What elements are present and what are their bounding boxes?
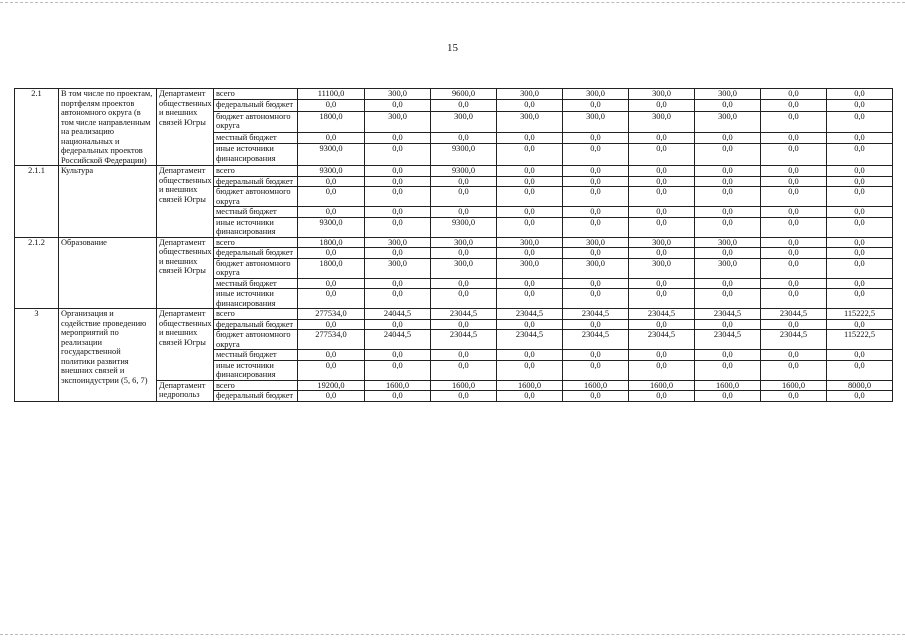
amount-cell: 0,0: [629, 248, 695, 259]
amount-cell: 0,0: [827, 133, 893, 144]
amount-cell: 0,0: [431, 248, 497, 259]
amount-cell: 0,0: [365, 350, 431, 361]
amount-cell: 0,0: [365, 360, 431, 380]
amount-cell: 1600,0: [431, 380, 497, 391]
amount-cell: 300,0: [431, 258, 497, 278]
amount-cell: 0,0: [365, 391, 431, 402]
amount-cell: 0,0: [761, 350, 827, 361]
amount-cell: 0,0: [827, 89, 893, 100]
amount-cell: 300,0: [563, 111, 629, 133]
funding-source: федеральный бюджет: [214, 319, 298, 330]
amount-cell: 0,0: [761, 360, 827, 380]
amount-cell: 0,0: [563, 166, 629, 177]
amount-cell: 0,0: [298, 278, 365, 289]
amount-cell: 300,0: [497, 258, 563, 278]
amount-cell: 0,0: [431, 350, 497, 361]
amount-cell: 23044,5: [563, 330, 629, 350]
amount-cell: 0,0: [695, 289, 761, 309]
executor: Департамент общественных и внешних связей Югры: [157, 309, 214, 381]
amount-cell: 0,0: [695, 248, 761, 259]
amount-cell: 0,0: [431, 360, 497, 380]
amount-cell: 0,0: [695, 391, 761, 402]
funding-source: иные источники финансирования: [214, 144, 298, 166]
amount-cell: 0,0: [298, 100, 365, 111]
funding-source: иные источники финансирования: [214, 360, 298, 380]
amount-cell: 0,0: [629, 350, 695, 361]
amount-cell: 0,0: [827, 319, 893, 330]
amount-cell: 0,0: [563, 176, 629, 187]
table-row: [15, 309, 893, 320]
amount-cell: 0,0: [431, 100, 497, 111]
amount-cell: 0,0: [497, 278, 563, 289]
amount-cell: 0,0: [563, 360, 629, 380]
amount-cell: 0,0: [827, 207, 893, 218]
amount-cell: 0,0: [761, 248, 827, 259]
amount-cell: 1800,0: [298, 111, 365, 133]
funding-source: всего: [214, 309, 298, 320]
funding-source: иные источники финансирования: [214, 217, 298, 237]
amount-cell: 0,0: [298, 360, 365, 380]
amount-cell: 300,0: [563, 258, 629, 278]
amount-cell: 0,0: [761, 207, 827, 218]
amount-cell: 0,0: [827, 176, 893, 187]
amount-cell: 300,0: [497, 89, 563, 100]
top-scan-edge: [0, 2, 905, 3]
amount-cell: 1600,0: [365, 380, 431, 391]
amount-cell: 0,0: [365, 144, 431, 166]
amount-cell: 0,0: [365, 248, 431, 259]
amount-cell: 1800,0: [298, 237, 365, 248]
amount-cell: 9300,0: [298, 217, 365, 237]
funding-source: местный бюджет: [214, 207, 298, 218]
amount-cell: 0,0: [497, 133, 563, 144]
amount-cell: 0,0: [761, 133, 827, 144]
amount-cell: 0,0: [827, 258, 893, 278]
amount-cell: 277534,0: [298, 309, 365, 320]
amount-cell: 0,0: [563, 391, 629, 402]
amount-cell: 0,0: [827, 166, 893, 177]
amount-cell: 0,0: [298, 391, 365, 402]
funding-source: местный бюджет: [214, 133, 298, 144]
budget-table: [14, 88, 893, 402]
amount-cell: 0,0: [695, 187, 761, 207]
amount-cell: 0,0: [761, 391, 827, 402]
measure-name: Культура: [59, 166, 157, 238]
amount-cell: 0,0: [497, 248, 563, 259]
amount-cell: 0,0: [298, 248, 365, 259]
amount-cell: 23044,5: [695, 330, 761, 350]
amount-cell: 300,0: [431, 111, 497, 133]
funding-source: всего: [214, 237, 298, 248]
amount-cell: 0,0: [629, 319, 695, 330]
amount-cell: 0,0: [827, 350, 893, 361]
amount-cell: 0,0: [629, 144, 695, 166]
amount-cell: 0,0: [365, 278, 431, 289]
amount-cell: 0,0: [629, 176, 695, 187]
amount-cell: 0,0: [365, 176, 431, 187]
measure-name: В том числе по проектам, портфелям проектов автономного округа (в том числе направленным на реализацию национальных и федеральных проектов Российской Федерации): [59, 89, 157, 166]
amount-cell: 0,0: [563, 278, 629, 289]
amount-cell: 0,0: [827, 187, 893, 207]
amount-cell: 0,0: [431, 187, 497, 207]
executor: Департамент общественных и внешних связей Югры: [157, 237, 214, 309]
amount-cell: 300,0: [497, 237, 563, 248]
amount-cell: 0,0: [431, 176, 497, 187]
amount-cell: 0,0: [497, 289, 563, 309]
funding-source: федеральный бюджет: [214, 100, 298, 111]
row-code: 3: [15, 309, 59, 402]
funding-source: бюджет автономного округа: [214, 111, 298, 133]
amount-cell: 300,0: [629, 111, 695, 133]
amount-cell: 24044,5: [365, 330, 431, 350]
amount-cell: 0,0: [298, 319, 365, 330]
amount-cell: 0,0: [298, 350, 365, 361]
amount-cell: 1600,0: [761, 380, 827, 391]
amount-cell: 0,0: [761, 89, 827, 100]
funding-source: бюджет автономного округа: [214, 258, 298, 278]
amount-cell: 300,0: [365, 111, 431, 133]
amount-cell: 0,0: [761, 176, 827, 187]
amount-cell: 0,0: [365, 319, 431, 330]
amount-cell: 0,0: [629, 289, 695, 309]
amount-cell: 300,0: [365, 89, 431, 100]
funding-source: местный бюджет: [214, 350, 298, 361]
amount-cell: 0,0: [431, 278, 497, 289]
amount-cell: 9600,0: [431, 89, 497, 100]
funding-source: бюджет автономного округа: [214, 187, 298, 207]
amount-cell: 0,0: [629, 217, 695, 237]
amount-cell: 0,0: [695, 133, 761, 144]
amount-cell: 0,0: [365, 217, 431, 237]
amount-cell: 0,0: [629, 360, 695, 380]
amount-cell: 0,0: [695, 176, 761, 187]
amount-cell: 0,0: [497, 217, 563, 237]
funding-source: федеральный бюджет: [214, 248, 298, 259]
amount-cell: 0,0: [365, 207, 431, 218]
amount-cell: 9300,0: [298, 166, 365, 177]
amount-cell: 19200,0: [298, 380, 365, 391]
amount-cell: 0,0: [827, 278, 893, 289]
amount-cell: 300,0: [365, 237, 431, 248]
amount-cell: 0,0: [431, 289, 497, 309]
amount-cell: 0,0: [827, 248, 893, 259]
amount-cell: 1600,0: [629, 380, 695, 391]
amount-cell: 1600,0: [497, 380, 563, 391]
amount-cell: 0,0: [497, 187, 563, 207]
amount-cell: 0,0: [761, 144, 827, 166]
amount-cell: 0,0: [497, 207, 563, 218]
page-number: 15: [447, 42, 458, 54]
amount-cell: 0,0: [629, 133, 695, 144]
amount-cell: 0,0: [497, 166, 563, 177]
measure-name: Образование: [59, 237, 157, 309]
amount-cell: 0,0: [827, 111, 893, 133]
amount-cell: 23044,5: [431, 309, 497, 320]
amount-cell: 0,0: [298, 187, 365, 207]
amount-cell: 23044,5: [695, 309, 761, 320]
amount-cell: 0,0: [695, 166, 761, 177]
amount-cell: 0,0: [629, 391, 695, 402]
amount-cell: 0,0: [629, 187, 695, 207]
bottom-scan-edge: [0, 634, 905, 635]
amount-cell: 23044,5: [761, 309, 827, 320]
amount-cell: 0,0: [298, 207, 365, 218]
amount-cell: 0,0: [563, 207, 629, 218]
amount-cell: 0,0: [298, 133, 365, 144]
amount-cell: 0,0: [365, 100, 431, 111]
amount-cell: 0,0: [827, 360, 893, 380]
amount-cell: 0,0: [827, 289, 893, 309]
amount-cell: 24044,5: [365, 309, 431, 320]
amount-cell: 0,0: [563, 289, 629, 309]
amount-cell: 0,0: [497, 391, 563, 402]
table-row: [15, 166, 893, 177]
amount-cell: 0,0: [629, 278, 695, 289]
amount-cell: 1600,0: [563, 380, 629, 391]
amount-cell: 277534,0: [298, 330, 365, 350]
executor: Департамент общественных и внешних связей Югры: [157, 166, 214, 238]
amount-cell: 115222,5: [827, 330, 893, 350]
amount-cell: 300,0: [563, 89, 629, 100]
amount-cell: 0,0: [761, 278, 827, 289]
amount-cell: 0,0: [761, 289, 827, 309]
amount-cell: 300,0: [563, 237, 629, 248]
amount-cell: 0,0: [298, 176, 365, 187]
amount-cell: 300,0: [365, 258, 431, 278]
row-code: 2.1: [15, 89, 59, 166]
funding-source: всего: [214, 89, 298, 100]
table-row: [15, 237, 893, 248]
amount-cell: 0,0: [761, 187, 827, 207]
amount-cell: 0,0: [695, 207, 761, 218]
executor: Департамент общественных и внешних связей Югры: [157, 89, 214, 166]
amount-cell: 0,0: [827, 237, 893, 248]
amount-cell: 300,0: [497, 111, 563, 133]
amount-cell: 1800,0: [298, 258, 365, 278]
amount-cell: 0,0: [827, 391, 893, 402]
row-code: 2.1.2: [15, 237, 59, 309]
amount-cell: 0,0: [563, 350, 629, 361]
funding-source: федеральный бюджет: [214, 176, 298, 187]
amount-cell: 0,0: [365, 187, 431, 207]
amount-cell: 0,0: [761, 258, 827, 278]
amount-cell: 0,0: [497, 360, 563, 380]
amount-cell: 0,0: [497, 100, 563, 111]
funding-source: всего: [214, 166, 298, 177]
table-row: [15, 89, 893, 100]
amount-cell: 0,0: [563, 319, 629, 330]
amount-cell: 0,0: [431, 207, 497, 218]
amount-cell: 0,0: [827, 100, 893, 111]
amount-cell: 0,0: [563, 100, 629, 111]
amount-cell: 0,0: [761, 237, 827, 248]
measure-name: Организация и содействие проведению мероприятий по реализации государственной политики развития внешних связей и экспоиндустрии (5, 6, 7): [59, 309, 157, 402]
amount-cell: 0,0: [695, 144, 761, 166]
amount-cell: 0,0: [365, 166, 431, 177]
amount-cell: 0,0: [695, 100, 761, 111]
funding-source: федеральный бюджет: [214, 391, 298, 402]
amount-cell: 300,0: [629, 258, 695, 278]
amount-cell: 11100,0: [298, 89, 365, 100]
amount-cell: 0,0: [761, 319, 827, 330]
amount-cell: 0,0: [827, 144, 893, 166]
amount-cell: 300,0: [431, 237, 497, 248]
amount-cell: 0,0: [695, 360, 761, 380]
amount-cell: 300,0: [695, 237, 761, 248]
amount-cell: 0,0: [563, 144, 629, 166]
amount-cell: 0,0: [298, 289, 365, 309]
amount-cell: 23044,5: [761, 330, 827, 350]
amount-cell: 0,0: [563, 133, 629, 144]
amount-cell: 0,0: [695, 319, 761, 330]
amount-cell: 0,0: [695, 217, 761, 237]
amount-cell: 0,0: [563, 217, 629, 237]
amount-cell: 23044,5: [563, 309, 629, 320]
amount-cell: 0,0: [563, 248, 629, 259]
amount-cell: 0,0: [761, 217, 827, 237]
amount-cell: 9300,0: [298, 144, 365, 166]
amount-cell: 8000,0: [827, 380, 893, 391]
amount-cell: 0,0: [431, 319, 497, 330]
amount-cell: 0,0: [629, 166, 695, 177]
funding-source: всего: [214, 380, 298, 391]
amount-cell: 300,0: [629, 237, 695, 248]
amount-cell: 300,0: [695, 89, 761, 100]
amount-cell: 300,0: [695, 258, 761, 278]
amount-cell: 0,0: [761, 100, 827, 111]
amount-cell: 9300,0: [431, 166, 497, 177]
executor: Департамент недропольз: [157, 380, 214, 401]
amount-cell: 0,0: [497, 144, 563, 166]
amount-cell: 0,0: [761, 166, 827, 177]
row-code: 2.1.1: [15, 166, 59, 238]
funding-source: бюджет автономного округа: [214, 330, 298, 350]
amount-cell: 0,0: [761, 111, 827, 133]
amount-cell: 0,0: [431, 133, 497, 144]
amount-cell: 23044,5: [497, 330, 563, 350]
amount-cell: 9300,0: [431, 144, 497, 166]
amount-cell: 0,0: [695, 278, 761, 289]
amount-cell: 0,0: [497, 176, 563, 187]
amount-cell: 0,0: [497, 319, 563, 330]
amount-cell: 0,0: [497, 350, 563, 361]
amount-cell: 23044,5: [497, 309, 563, 320]
amount-cell: 0,0: [629, 207, 695, 218]
amount-cell: 0,0: [695, 350, 761, 361]
amount-cell: 0,0: [563, 187, 629, 207]
amount-cell: 0,0: [365, 133, 431, 144]
amount-cell: 1600,0: [695, 380, 761, 391]
amount-cell: 0,0: [827, 217, 893, 237]
amount-cell: 9300,0: [431, 217, 497, 237]
amount-cell: 23044,5: [629, 330, 695, 350]
funding-source: местный бюджет: [214, 278, 298, 289]
amount-cell: 23044,5: [431, 330, 497, 350]
amount-cell: 115222,5: [827, 309, 893, 320]
funding-source: иные источники финансирования: [214, 289, 298, 309]
amount-cell: 0,0: [365, 289, 431, 309]
amount-cell: 300,0: [629, 89, 695, 100]
amount-cell: 300,0: [695, 111, 761, 133]
amount-cell: 23044,5: [629, 309, 695, 320]
amount-cell: 0,0: [431, 391, 497, 402]
amount-cell: 0,0: [629, 100, 695, 111]
